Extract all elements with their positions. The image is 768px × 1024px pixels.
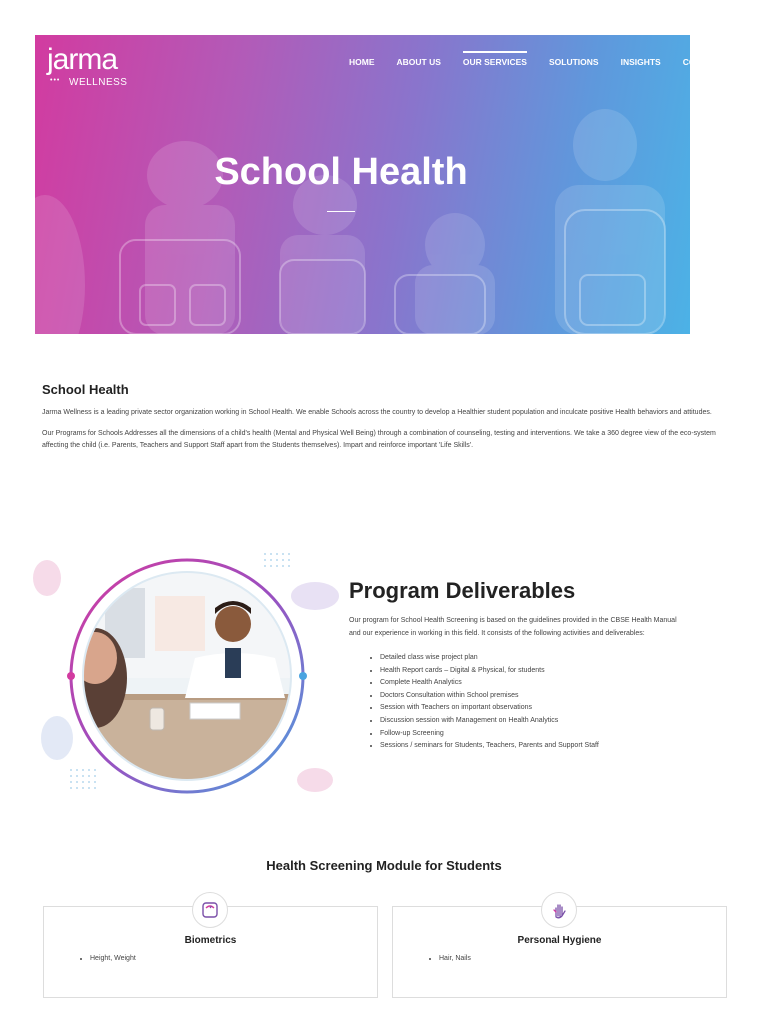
doctor-consultation-image [35,548,345,806]
list-item: • Height, Weight [90,953,136,965]
nav-our-services[interactable]: OUR SERVICES [462,57,527,67]
nav-about-us[interactable]: ABOUT US [396,57,441,67]
list-item: • Detailed class wise project plan [380,652,679,665]
list-item: • Discussion session with Management on Health Analytics [380,715,679,728]
intro-paragraph-1: Jarma Wellness is a leading private sector organization working in School Health. We enable Schools across the country to develop a Healthier student population and inculcate positive Health behaviors and attitudes. [42,409,712,416]
card-list [393,953,471,965]
logo-dots: ••• [50,77,61,84]
list-item: • Sessions / seminars for Students, Teachers, Parents and Support Staff [380,740,679,753]
list-item: • Session with Teachers on important observations [380,702,679,715]
hero-title: School Health [214,151,468,193]
intro-section [42,382,722,461]
biometrics-card [43,906,378,998]
program-deliverables-section [349,578,679,753]
program-description: Our program for School Health Screening is based on the guidelines provided in the CBSE Health Manual and our experience in working in this field. It consists of the following activities and deliverables: [349,617,677,637]
intro-paragraph-2: Our Programs for Schools Addresses all the dimensions of a child's health (Mental and Physical Well Being) through a combination of counseling, testing and interventions. We take a 360 degree view of the eco-system affecting the child (i.e. Parents, Teachers and Support Staff apart from the Students themselves). Impart and reinforce important 'Life Skills'. [42,429,716,449]
jarma-logo[interactable] [47,43,128,88]
personal-hygiene-card [392,906,727,998]
program-heading: Program Deliverables [349,578,576,603]
intro-heading: School Health [42,382,129,397]
nav-contact-us[interactable]: CONTACT US [682,57,738,67]
hero-title-divider [327,211,355,212]
card-title: Biometrics [184,935,237,946]
logo-mark: jarma [47,43,118,76]
list-item: • Complete Health Analytics [380,677,679,690]
module-heading: Health Screening Module for Students [266,858,502,873]
nav-insights[interactable]: INSIGHTS [620,57,661,67]
card-list [44,953,136,965]
list-item: • Health Report cards – Digital & Physical, for students [380,665,679,678]
logo-subtitle: WELLNESS [69,77,128,88]
main-navigation [349,57,760,67]
nav-home[interactable]: HOME [349,57,375,67]
list-item: • Doctors Consultation within School premises [380,690,679,703]
list-item: • Hair, Nails [439,953,471,965]
program-list [349,652,679,753]
list-item: • Follow-up Screening [380,728,679,741]
hero-banner [35,35,738,334]
scale-icon [192,892,228,928]
card-title: Personal Hygiene [517,935,602,946]
nav-solutions[interactable]: SOLUTIONS [548,57,599,67]
hand-icon [541,892,577,928]
